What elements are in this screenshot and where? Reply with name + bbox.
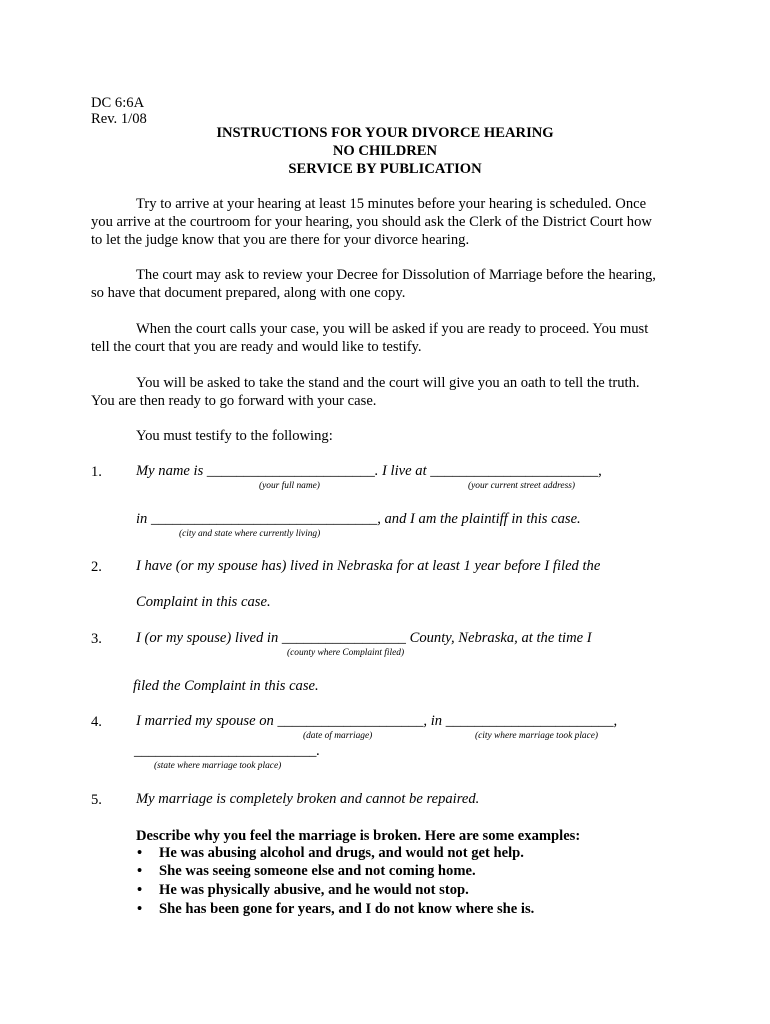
example-item: She has been gone for years, and I do not know where she is.: [159, 901, 535, 917]
item3-number: 3.: [91, 631, 102, 647]
para2-line1: The court may ask to review your Decree for Dissolution of Marriage before the hearing,: [136, 267, 656, 283]
para4-line1: You will be asked to take the stand and the court will give you an oath to tell the truth.: [136, 375, 640, 391]
example-item: He was physically abusive, and he would not stop.: [159, 882, 469, 898]
item1-line2: in _______________________________, and I am the plaintiff in this case.: [136, 511, 581, 527]
item3-caption-county: (county where Complaint filed): [287, 648, 405, 658]
item3-line1: I (or my spouse) lived in _________________ County, Nebraska, at the time I: [136, 630, 592, 646]
para3-line2: tell the court that you are ready and would like to testify.: [91, 339, 422, 355]
item5-number: 5.: [91, 792, 102, 808]
bullet-icon: •: [137, 882, 143, 898]
item4-line2: _________________________.: [134, 743, 321, 759]
item5-line1: My marriage is completely broken and cannot be repaired.: [136, 791, 480, 807]
para1-line1: Try to arrive at your hearing at least 15 minutes before your hearing is scheduled. Once: [136, 196, 647, 212]
form-code: DC 6:6A: [91, 95, 145, 111]
item2-line1: I have (or my spouse has) lived in Nebraska for at least 1 year before I filed the: [136, 558, 601, 574]
item2-number: 2.: [91, 559, 102, 575]
item4-line1: I married my spouse on ____________________, in _______________________,: [136, 713, 618, 729]
item1-number: 1.: [91, 464, 102, 480]
item4-caption-city: (city where marriage took place): [475, 731, 599, 741]
para1-line3: to let the judge know that you are there for your divorce hearing.: [91, 232, 470, 248]
item1-caption-address: (your current street address): [468, 481, 576, 491]
para3-line1: When the court calls your case, you will be asked if you are ready to proceed. You must: [136, 321, 649, 337]
item3-line2: filed the Complaint in this case.: [133, 678, 319, 694]
item1-line1: My name is _______________________. I live at _______________________,: [136, 463, 602, 479]
para1-line2: you arrive at the courtroom for your hearing, you should ask the Clerk of the District Court how: [91, 214, 652, 230]
example-item: He was abusing alcohol and drugs, and would not get help.: [159, 845, 524, 861]
bullet-icon: •: [137, 901, 143, 917]
item2-line2: Complaint in this case.: [136, 594, 271, 610]
para4-line2: You are then ready to go forward with your case.: [91, 393, 377, 409]
bullet-icon: •: [137, 845, 143, 861]
title-line-2: NO CHILDREN: [332, 143, 438, 159]
item4-caption-state: (state where marriage took place): [154, 761, 282, 771]
examples-heading: Describe why you feel the marriage is broken. Here are some examples:: [136, 828, 581, 844]
para5: You must testify to the following:: [136, 428, 333, 444]
bullet-icon: •: [137, 863, 143, 879]
item4-caption-date: (date of marriage): [303, 731, 373, 741]
example-item: She was seeing someone else and not coming home.: [159, 863, 476, 879]
title-line-1: INSTRUCTIONS FOR YOUR DIVORCE HEARING: [216, 125, 554, 141]
title-line-3: SERVICE BY PUBLICATION: [288, 161, 482, 177]
item4-number: 4.: [91, 714, 102, 730]
para2-line2: so have that document prepared, along with one copy.: [91, 285, 406, 301]
item1-caption-name: (your full name): [259, 481, 320, 491]
form-revision: Rev. 1/08: [91, 111, 147, 127]
item1-caption-city: (city and state where currently living): [179, 529, 321, 539]
